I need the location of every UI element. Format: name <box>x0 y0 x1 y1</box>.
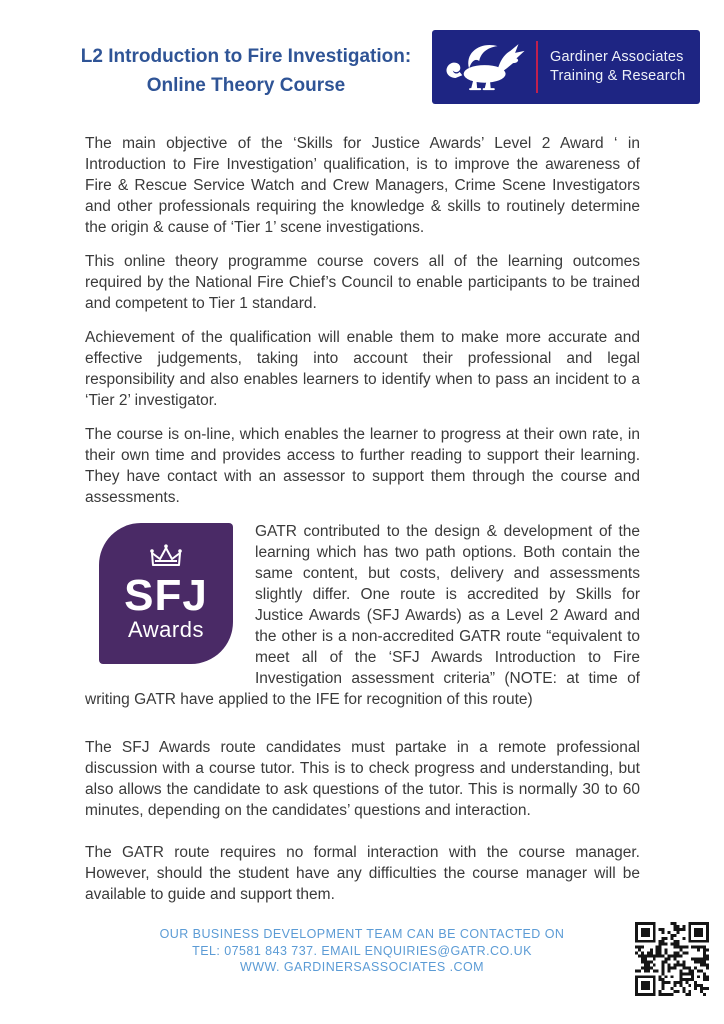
gatr-logo-line1: Gardiner Associates <box>550 49 684 65</box>
page-title-line2: Online Theory Course <box>146 75 346 96</box>
footer <box>0 926 724 976</box>
logo-divider <box>536 41 538 93</box>
paragraph-achievement: Achievement of the qualification will enable them to make more accurate and effective judgements, taking into account their professional and legal responsibility and also enables learners to identify when to pass an incident to a ‘Tier 2’ investigator. <box>85 329 640 409</box>
paragraph-sfj-route: The SFJ Awards route candidates must partake in a remote professional discussion with a course tutor. This is to check progress and understanding, but also allows the candidate to ask questions of the tutor. This is normally 30 to 60 minutes, depending on the candidates’ questions and interaction. <box>85 739 640 819</box>
sfj-section <box>85 521 640 710</box>
gatr-logo-line2: Training & Research <box>550 68 686 84</box>
page-title-line1: L2 Introduction to Fire Investigation: <box>80 46 412 67</box>
paragraph-gatr-contribution: GATR contributed to the design & development of the learning which has two path options. Both contain the same content, but costs, delivery and assessments slightly differ. One route is accredited by Skills for Justice Awards (SFJ Awards) as a Level 2 Award and the other is a non-accredited GATR route “equivalent to meet all of the ‘SFJ Awards Introduction to Fire Investigation assessment criteria” (NOTE: at time of writing GATR have applied to the IFE for recognition of this route) <box>85 523 640 708</box>
header <box>0 0 724 106</box>
gatr-logo-text <box>550 48 685 86</box>
footer-tel-email-line: TEL: 07581 843 737. EMAIL ENQUIRIES@GATR.CO.UK <box>192 943 532 958</box>
page-title <box>60 26 432 106</box>
paragraph-course-online: The course is on-line, which enables the learner to progress at their own rate, in their own time and provides access to further reading to support their learning. They have contact with an assessor to support them through the course and assessments. <box>85 426 640 506</box>
footer-website-line: WWW. GARDINERSASSOCIATES .COM <box>239 960 485 974</box>
crown-icon <box>147 544 185 574</box>
gatr-logo <box>432 30 700 104</box>
welsh-dragon-icon <box>442 36 530 98</box>
paragraph-online-theory: This online theory programme course covers all of the learning outcomes required by the National Fire Chief’s Council to enable participants to be trained and competent to Tier 1 standard. <box>85 253 640 312</box>
document-body <box>0 106 724 905</box>
paragraph-objective: The main objective of the ‘Skills for Justice Awards’ Level 2 Award ‘ in Introduction to Fire Investigation’ qualification, is to improve the awareness of Fire & Rescue Service Watch and Crew Managers, Crime Scene Investigators and other professionals requiring the knowledge & skills to routinely determine the origin & cause of ‘Tier 1’ scene investigations. <box>85 135 640 236</box>
sfj-awards-logo <box>99 523 233 664</box>
qr-code <box>635 922 709 996</box>
footer-contact-line: OUR BUSINESS DEVELOPMENT TEAM CAN BE CONTACTED ON <box>159 927 565 941</box>
sfj-logo-word: Awards <box>128 617 204 642</box>
paragraph-gatr-route: The GATR route requires no formal interaction with the course manager. However, should the student have any difficulties the course manager will be available to guide and support them. <box>85 844 640 903</box>
sfj-logo-acronym: SFJ <box>124 571 208 620</box>
